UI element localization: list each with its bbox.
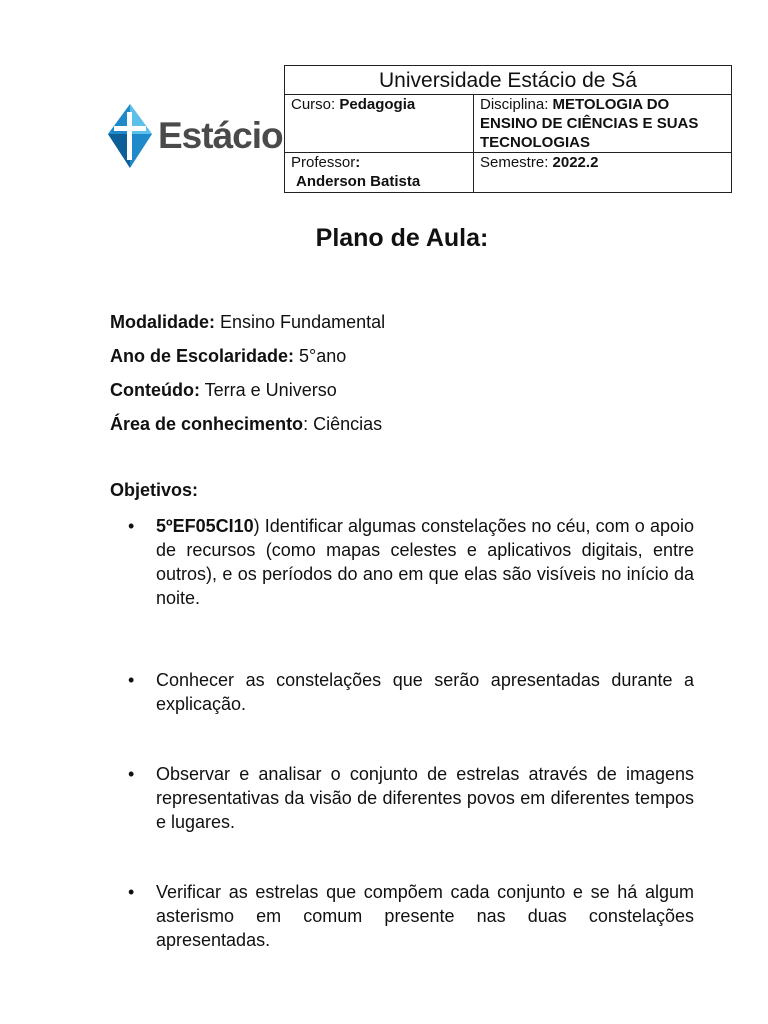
ano-value: 5°ano bbox=[294, 346, 347, 366]
lesson-info bbox=[110, 310, 385, 446]
professor-cell bbox=[285, 153, 474, 193]
disciplina-value: METOLOGIA DO ENSINO DE CIÊNCIAS E SUAS TECNOLOGIAS bbox=[480, 96, 699, 151]
disciplina-label: Disciplina: bbox=[480, 96, 553, 113]
objetivo-text-3: Observar e analisar o conjunto de estrelas através de imagens representativas da visão de diferentes povos em diferentes tempos e lugares. bbox=[156, 764, 694, 832]
professor-value: Anderson Batista bbox=[296, 173, 421, 190]
objetivo-text-4: Verificar as estrelas que compõem cada conjunto e se há algum asterismo em comum presente nas duas constelações apresentadas. bbox=[156, 882, 694, 950]
objetivo-text-1: ) Identificar algumas constelações no céu, com o apoio de recursos (como mapas celestes e aplicativos digitais, entre outros), e os períodos do ano em que elas são visíveis no início da noite. bbox=[156, 516, 694, 608]
area-row bbox=[110, 412, 385, 446]
logo-wordmark: Estácio bbox=[158, 115, 283, 156]
semestre-value: 2022.2 bbox=[552, 154, 599, 171]
estacio-diamond-icon bbox=[108, 104, 152, 168]
curso-value: Pedagogia bbox=[339, 96, 416, 113]
objetivos-list bbox=[128, 514, 694, 952]
header-info-table bbox=[284, 65, 732, 193]
professor-label: Professor bbox=[291, 154, 356, 171]
objetivo-text-2: Conhecer as constelações que serão apresentadas durante a explicação. bbox=[156, 670, 694, 714]
objetivo-item-2 bbox=[128, 668, 694, 716]
estacio-logo bbox=[108, 104, 283, 168]
modalidade-row bbox=[110, 310, 385, 344]
university-name: Universidade Estácio de Sá bbox=[285, 66, 732, 95]
objetivo-item-4 bbox=[128, 880, 694, 952]
ano-row bbox=[110, 344, 385, 378]
semestre-cell bbox=[474, 153, 732, 193]
disciplina-cell bbox=[474, 95, 732, 153]
area-value: : Ciências bbox=[303, 414, 383, 434]
modalidade-label: Modalidade: bbox=[110, 312, 216, 332]
conteudo-row bbox=[110, 378, 385, 412]
professor-colon: : bbox=[355, 154, 361, 171]
ano-label: Ano de Escolaridade: bbox=[110, 346, 295, 366]
objetivo-item-1 bbox=[128, 514, 694, 610]
conteudo-label: Conteúdo: bbox=[110, 380, 200, 400]
conteudo-value: Terra e Universo bbox=[199, 380, 337, 400]
objetivos-heading: Objetivos: bbox=[110, 480, 199, 500]
objetivo-code: 5ºEF05CI10 bbox=[156, 516, 254, 536]
semestre-label: Semestre: bbox=[480, 154, 553, 171]
objetivo-item-3 bbox=[128, 762, 694, 834]
modalidade-value: Ensino Fundamental bbox=[215, 312, 386, 332]
area-label: Área de conhecimento bbox=[110, 414, 304, 434]
page-title: Plano de Aula: bbox=[315, 224, 489, 252]
curso-label: Curso: bbox=[291, 96, 340, 113]
curso-cell bbox=[285, 95, 474, 153]
